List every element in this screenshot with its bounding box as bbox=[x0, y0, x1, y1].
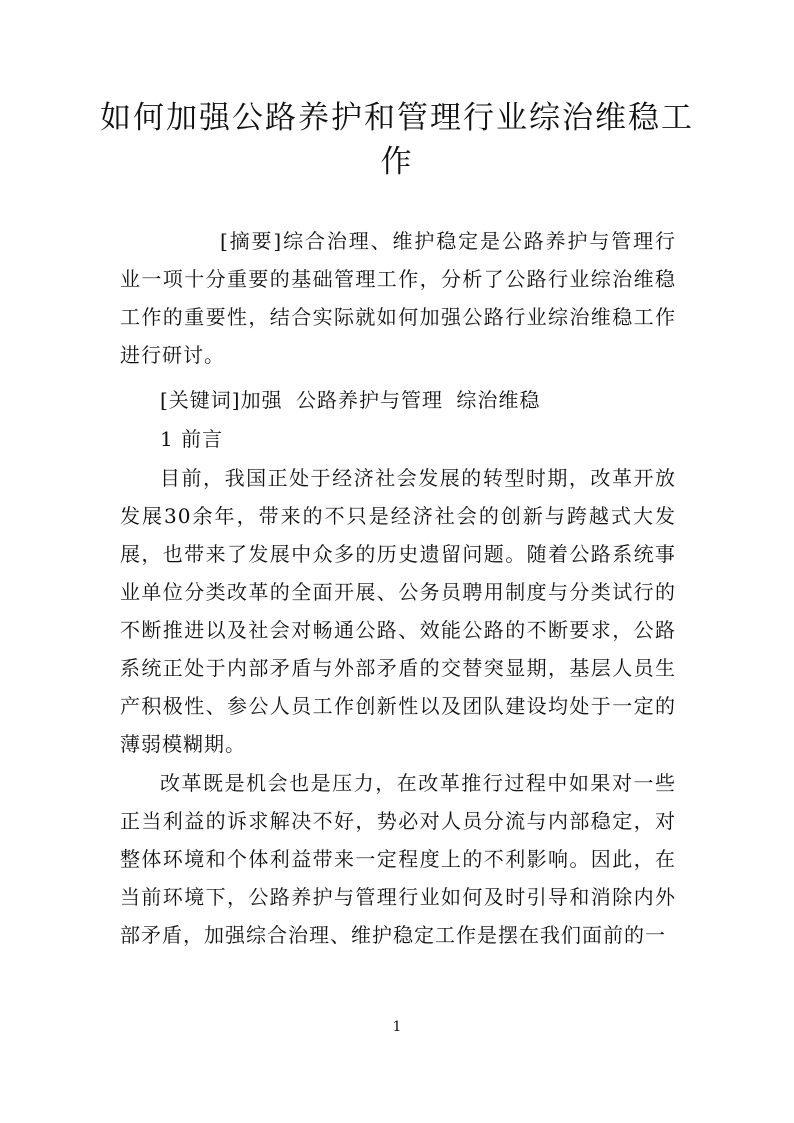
section-heading: 1 前言 bbox=[160, 427, 224, 451]
abstract-paragraph: [摘要]综合治理、维护稳定是公路养护与管理行业一项十分重要的基础管理工作，分析了公路行业综治维稳工作的重要性，结合实际就如何加强公路行业综治维稳工作进行研讨。 bbox=[120, 229, 676, 367]
page-number: 1 bbox=[392, 1019, 402, 1035]
document-body bbox=[120, 222, 676, 954]
body-paragraph: 改革既是机会也是压力，在改革推行过程中如果对一些正当利益的诉求解决不好，势必对人员分流与内部稳定，对整体环境和个体利益带来一定程度上的不利影响。因此，在当前环境下，公路养护与管理行业如何及时引导和消除内外部矛盾，加强综合治理、维护稳定工作是摆在我们面前的一 bbox=[120, 771, 676, 947]
document-title: 如何加强公路养护和管理行业综治维稳工作 bbox=[100, 100, 694, 180]
keywords-paragraph: [关键词]加强 公路养护与管理 综治维稳 bbox=[160, 388, 541, 412]
body-paragraph: 目前，我国正处于经济社会发展的转型时期，改革开放发展30余年，带来的不只是经济社会的创新与跨越式大发展，也带来了发展中众多的历史遗留问题。随着公路系统事业单位分类改革的全面开展、公务员聘用制度与分类试行的不断推进以及社会对畅通公路、效能公路的不断要求，公路系统正处于内部矛盾与外部矛盾的交替突显期，基层人员生产积极性、参公人员工作创新性以及团队建设均处于一定的薄弱模糊期。 bbox=[120, 466, 676, 756]
